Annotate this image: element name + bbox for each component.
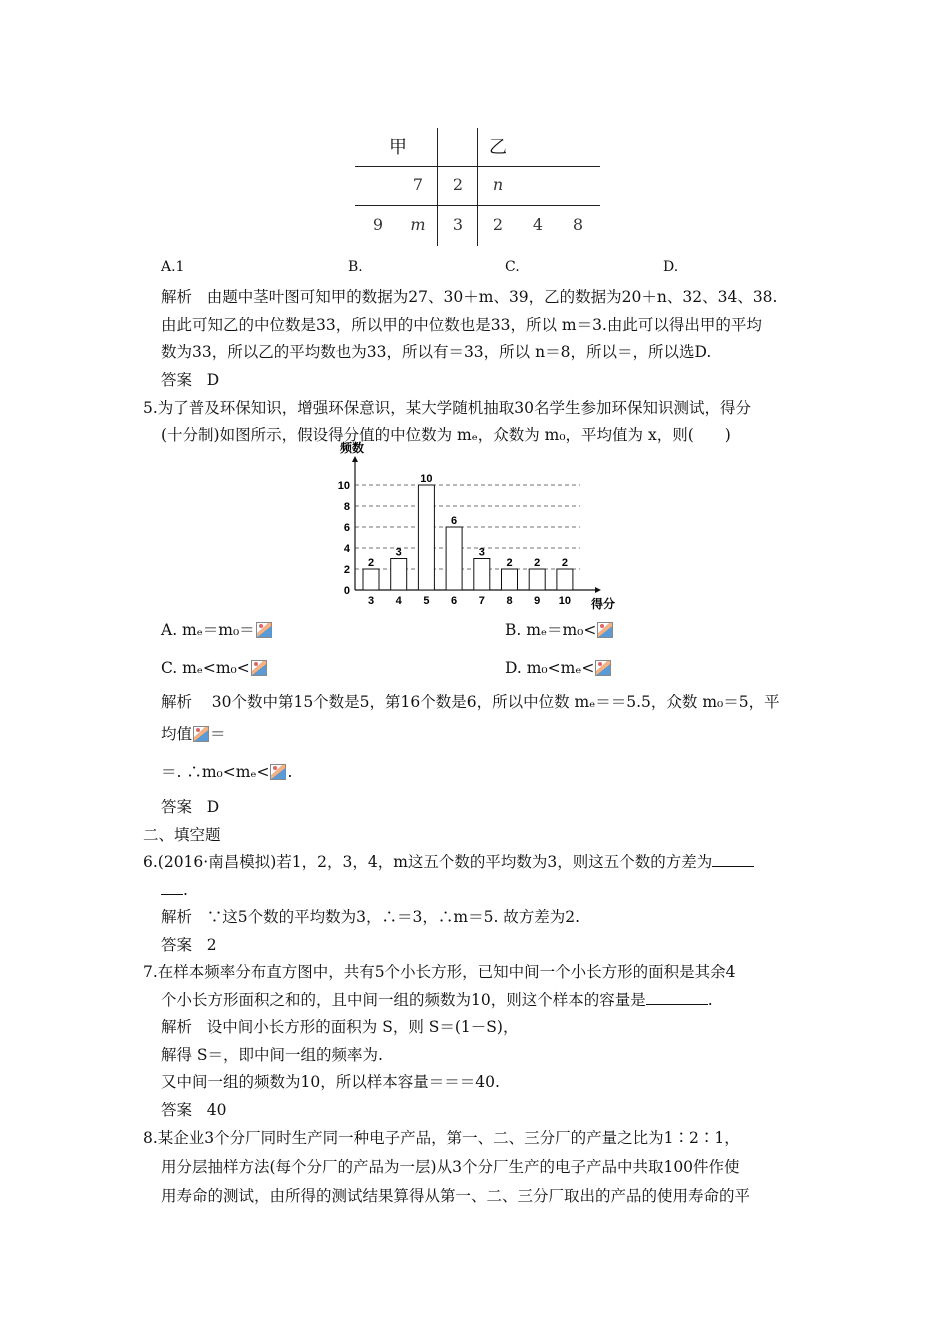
q5-option-b <box>505 620 614 640</box>
answer-blank <box>712 866 754 867</box>
question-text: . <box>183 881 188 899</box>
analysis-text: ＝ <box>210 725 226 743</box>
formula-image-icon <box>256 622 272 638</box>
bar-value-label: 3 <box>478 546 485 559</box>
analysis-label: 解析 <box>161 288 193 306</box>
stem: 2 <box>452 175 464 194</box>
answer-value: 40 <box>206 1101 227 1119</box>
bar-value-label: 6 <box>451 515 458 527</box>
q7-analysis-line <box>161 1017 518 1037</box>
analysis-text: 由题中茎叶图可知甲的数据为27、30＋m、39，乙的数据为20＋n、32、34、38. <box>206 288 778 306</box>
option-text: A. mₑ＝m₀＝ <box>161 621 255 639</box>
analysis-text: 均值 <box>161 725 193 743</box>
bar-8 <box>502 569 518 590</box>
answer-value: D <box>206 798 220 816</box>
header-right: 乙 <box>489 137 507 158</box>
stem: 3 <box>452 215 464 234</box>
x-tick-label: 3 <box>367 595 375 607</box>
leaf-left: m <box>410 215 426 234</box>
bar-10 <box>557 569 573 590</box>
bar-4 <box>391 559 407 591</box>
x-tick-label: 7 <box>478 595 485 607</box>
formula-image-icon <box>251 660 267 676</box>
formula-image-icon <box>595 660 611 676</box>
q7-stem-line <box>161 990 713 1010</box>
analysis-text: . <box>287 763 293 781</box>
y-tick-label: 0 <box>343 585 350 597</box>
analysis-label: 解析 <box>161 693 193 711</box>
bar-3 <box>363 569 379 590</box>
x-tick-label: 5 <box>423 595 430 607</box>
y-tick-label: 2 <box>343 564 350 576</box>
bar-value-label: 2 <box>534 557 541 569</box>
q5-analysis-line <box>161 762 292 782</box>
section-title: 二、填空题 <box>143 826 221 844</box>
q8-stem-line: 用寿命的测试，由所得的测试结果算得从第一、二、三分厂取出的产品的使用寿命的平 <box>161 1187 751 1205</box>
bar-7 <box>474 559 490 591</box>
q5-stem-line: (十分制)如图所示，假设得分值的中位数为 mₑ，众数为 m₀，平均值为 x，则( ) <box>161 426 731 444</box>
question-text: 个小长方形面积之和的，且中间一组的频数为10，则这个样本的容量是 <box>161 991 646 1009</box>
bar-value-label: 3 <box>395 546 402 559</box>
bar-value-label: 2 <box>561 557 568 569</box>
q4-analysis-line: 由此可知乙的中位数是33，所以甲的中位数也是33，所以 m＝3.由此可以得出甲的平均 <box>161 316 762 334</box>
analysis-label: 解析 <box>161 1018 193 1036</box>
bar-value-label: 2 <box>367 557 375 569</box>
analysis-text: ∵这5个数的平均数为3，∴＝3，∴m＝5. 故方差为2. <box>206 908 581 926</box>
y-tick-label: 4 <box>343 543 350 555</box>
q8-stem-line: 用分层抽样方法(每个分厂的产品为一层)从3个分厂生产的电子产品中共取100件作使 <box>161 1158 740 1176</box>
q6-analysis-line <box>161 907 580 927</box>
q6-stem-line <box>143 852 754 872</box>
q7-stem-line: 7.在样本频率分布直方图中，共有5个小长方形，已知中间一个小长方形的面积是其余4 <box>143 963 736 981</box>
analysis-label: 解析 <box>161 908 193 926</box>
q5-option-d <box>505 658 612 678</box>
x-tick-label: 4 <box>395 595 402 607</box>
q5-option-a <box>161 620 273 640</box>
y-tick-label: 6 <box>343 522 350 534</box>
answer-value: D <box>206 371 220 389</box>
bar-6 <box>446 527 462 590</box>
leaf-right: 2 <box>492 215 504 234</box>
q5-analysis-line <box>161 692 780 712</box>
stem-leaf-plot <box>355 128 600 246</box>
x-tick-label: 10 <box>558 595 572 607</box>
leaf-left: 7 <box>412 175 424 194</box>
analysis-text: ＝. ∴m₀<mₑ< <box>161 763 270 781</box>
bar-5 <box>418 485 434 590</box>
answer-blank <box>646 1004 708 1005</box>
x-tick-label: 8 <box>506 595 513 607</box>
formula-image-icon <box>193 726 209 742</box>
q5-option-c <box>161 658 268 678</box>
bar-9 <box>529 569 545 590</box>
answer-label: 答案 <box>161 936 193 954</box>
x-axis-title: 得分 <box>590 597 616 611</box>
analysis-text: 30个数中第15个数是5，第16个数是6，所以中位数 mₑ＝＝5.5，众数 m₀＝5，平 <box>211 693 780 711</box>
q4-answer <box>161 370 219 390</box>
q7-answer <box>161 1100 227 1120</box>
question-text: . <box>707 991 713 1009</box>
q5-stem-line: 5.为了普及环保知识，增强环保意识，某大学随机抽取30名学生参加环保知识测试，得分 <box>143 399 752 417</box>
answer-label: 答案 <box>161 798 193 816</box>
q6-stem-line <box>161 880 188 900</box>
q4-option-c: C. <box>505 259 520 275</box>
q4-analysis-line <box>161 287 777 307</box>
option-text: C. mₑ<m₀< <box>161 659 250 677</box>
y-tick-label: 10 <box>337 480 350 492</box>
answer-value: 2 <box>206 936 217 954</box>
y-axis-title: 频数 <box>339 441 365 455</box>
q4-option-d: D. <box>663 259 679 275</box>
answer-label: 答案 <box>161 1101 193 1119</box>
leaf-right: 4 <box>532 215 544 234</box>
bar-value-label: 2 <box>506 557 513 569</box>
q4-option-a: A.1 <box>161 259 185 275</box>
option-text: B. mₑ＝m₀< <box>505 621 597 639</box>
q5-analysis-line <box>161 724 226 744</box>
leaf-left: 9 <box>372 215 384 234</box>
question-text: 6.(2016·南昌模拟)若1，2，3，4，m这五个数的平均数为3，则这五个数的方差为 <box>143 853 713 871</box>
header-left: 甲 <box>389 137 407 158</box>
answer-blank <box>161 894 183 895</box>
q8-stem-line: 8.某企业3个分厂同时生产同一种电子产品，第一、二、三分厂的产量之比为1∶2∶1， <box>143 1129 740 1147</box>
bar-value-label: 10 <box>420 473 433 485</box>
q6-answer <box>161 935 217 955</box>
x-tick-label: 9 <box>534 595 541 607</box>
q4-option-b: B. <box>348 259 363 275</box>
y-tick-label: 8 <box>343 501 350 513</box>
formula-image-icon <box>270 764 286 780</box>
q7-analysis-line: 又中间一组的频数为10，所以样本容量＝＝＝40. <box>161 1073 500 1091</box>
leaf-right: 8 <box>572 215 584 234</box>
x-tick-label: 6 <box>451 595 458 607</box>
formula-image-icon <box>597 622 613 638</box>
score-frequency-chart <box>325 441 625 611</box>
option-text: D. m₀<mₑ< <box>505 659 595 677</box>
x-axis-arrow <box>595 587 601 593</box>
q5-answer <box>161 797 219 817</box>
q4-analysis-line: 数为33，所以乙的平均数也为33，所以有＝33，所以 n＝8，所以＝，所以选D. <box>161 343 712 361</box>
answer-label: 答案 <box>161 371 193 389</box>
y-axis-arrow <box>352 456 358 462</box>
leaf-right: n <box>492 175 504 194</box>
q7-analysis-line: 解得 S＝，即中间一组的频率为. <box>161 1046 383 1064</box>
analysis-text: 设中间小长方形的面积为 S，则 S＝(1－S)， <box>206 1018 519 1036</box>
